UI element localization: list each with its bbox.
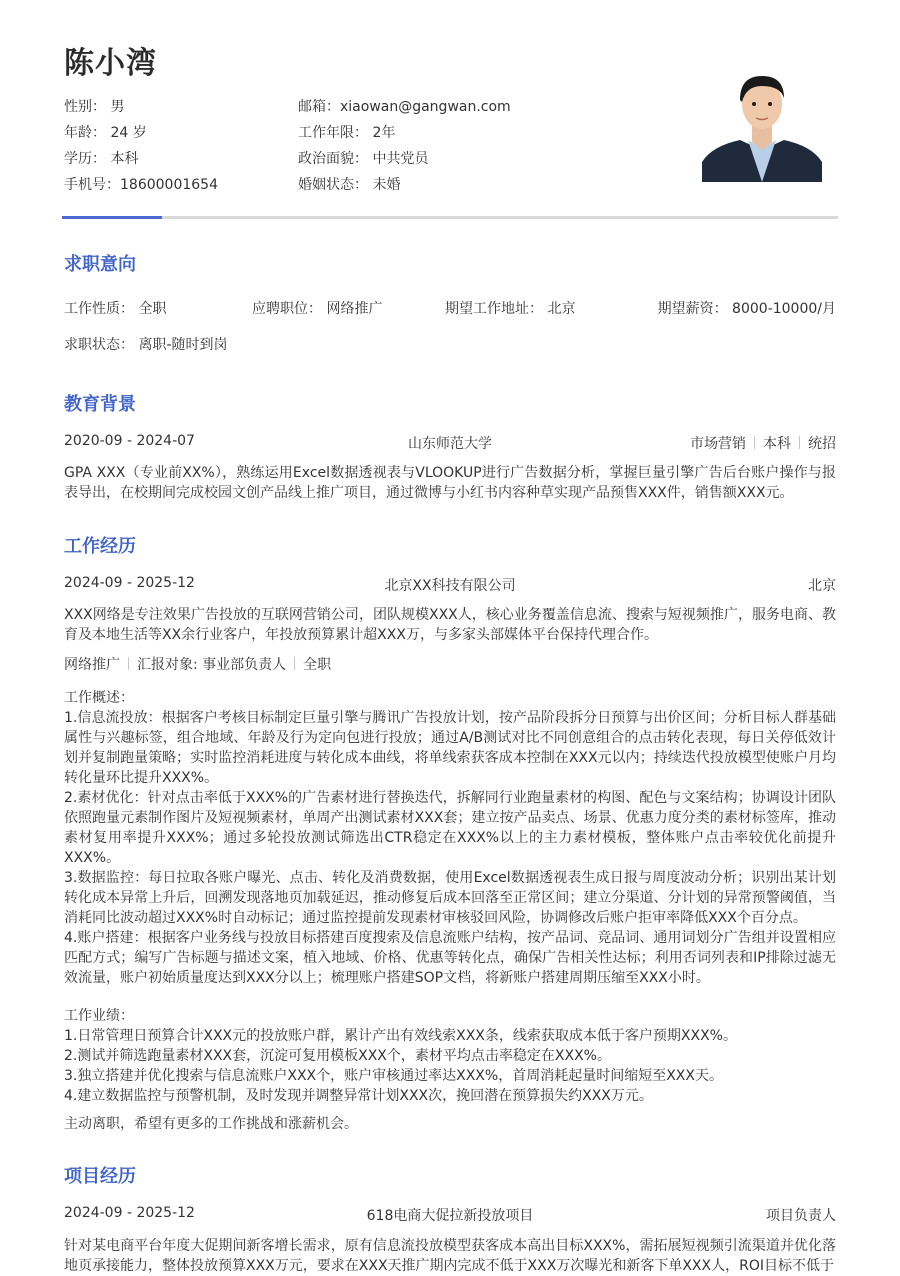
work-company: 北京XX科技有限公司 (384, 578, 516, 594)
overview-item: 2.素材优化：针对点击率低于XXX%的广告素材进行替换迭代，拆解同行业跑量素材的构图、配色与文案结构；协调设计团队依照跑量元素制作图片及短视频素材，单周产出测试素材XXX套；建立按产品卖点、场景、优惠力度分类的素材标签库，推动素材复用率提升XXX%；通过多轮投放测试筛选出CTR稳定在XXX%以上的主力素材模板，整体账户点击率较优化前提升XXX%。 (64, 790, 836, 866)
portrait-photo (702, 50, 822, 182)
work-tag-report: 汇报对象: 事业部负责人 (137, 657, 287, 673)
result-item: 2.测试并筛选跑量素材XXX套，沉淀可复用模板XXX个，素材平均点击率稳定在XXX%。 (64, 1048, 611, 1064)
result-item: 1.日常管理日预算合计XXX元的投放账户群，累计产出有效线索XXX条，线索获取成本低于客户预期XXX%。 (64, 1028, 737, 1044)
project-period: 2024-09 - 2025-12 (64, 1205, 195, 1221)
project-description: 针对某电商平台年度大促期间新客增长需求，原有信息流投放模型获客成本高出目标XXX%，需拓展短视频引流渠道并优化落地页承接能力，整体投放预算XXX万元，要求在XXX天推广期内完成不低于XXX万次曝光和新客下单XXX人，ROI目标不低于 (64, 1238, 836, 1274)
work-tag-role: 网络推广 (64, 657, 120, 673)
marital-status: 婚姻状态： 未婚 (298, 177, 401, 193)
email[interactable]: 邮箱：xiaowan@gangwan.com (298, 99, 511, 115)
work-tag-type: 全职 (303, 657, 332, 673)
education-mode: 统招 (808, 436, 836, 452)
result-item: 4.建立数据监控与预警机制，及时发现并调整异常计划XXX次，挽回潜在预算损失约XXX万元。 (64, 1088, 653, 1104)
education-details (690, 433, 836, 453)
work-header (64, 575, 836, 595)
education-degree: 本科 (763, 436, 791, 452)
overview-label: 工作概述： (64, 690, 134, 706)
intent-location: 期望工作地址： 北京 (445, 301, 576, 317)
work-overview (64, 688, 836, 988)
project-name: 618电商大促拉新投放项目 (366, 1208, 534, 1224)
work-city: 北京 (808, 578, 836, 594)
education-header (64, 433, 836, 453)
section-title-intent: 求职意向 (64, 254, 136, 275)
age: 年龄： 24 岁 (64, 125, 147, 141)
work-tags (64, 654, 836, 674)
work-results (64, 1006, 836, 1106)
leave-reason: 主动离职，希望有更多的工作挑战和涨薪机会。 (64, 1116, 358, 1132)
work-years: 工作年限： 2年 (298, 125, 396, 141)
education-school: 山东师范大学 (408, 436, 492, 452)
section-title-education: 教育背景 (64, 394, 136, 415)
education-period: 2020-09 - 2024-07 (64, 433, 195, 449)
company-description: XXX网络是专注效果广告投放的互联网营销公司，团队规模XXX人，核心业务覆盖信息流、搜索与短视频推广，服务电商、教育及本地生活等XX余行业客户，年投放预算累计超XXX万，与多家头部媒体平台保持代理合作。 (64, 607, 836, 643)
name: 陈小湾 (64, 46, 157, 81)
divider-accent (62, 216, 162, 219)
intent-type: 工作性质： 全职 (64, 301, 167, 317)
education-major: 市场营销 (690, 436, 746, 452)
section-title-project: 项目经历 (64, 1166, 136, 1187)
project-role: 项目负责人 (766, 1208, 836, 1224)
education-description: GPA XXX（专业前XX%），熟练运用Excel数据透视表与VLOOKUP进行广告数据分析，掌握巨量引擎广告后台账户操作与报表导出，在校期间完成校园文创产品线上推广项目，通过微博与小红书内容种草实现产品预售XXX件，销售额XXX元。 (64, 465, 836, 501)
overview-item: 3.数据监控：每日拉取各账户曝光、点击、转化及消费数据，使用Excel数据透视表生成日报与周度波动分析；识别出某计划转化成本异常上升后，回溯发现落地页加载延迟，推动修复后成本回落至正常区间；建立分渠道、分计划的异常预警阈值，当消耗同比波动超过XXX%时自动标记；通过监控提前发现素材审核驳回风险，协调修改后账户拒审率降低XXX个百分点。 (64, 870, 836, 926)
political-status: 政治面貌： 中共党员 (298, 151, 429, 167)
header-divider (64, 216, 838, 219)
project-header (64, 1205, 836, 1225)
section-title-work: 工作经历 (64, 536, 136, 557)
work-period: 2024-09 - 2025-12 (64, 575, 195, 591)
result-item: 3.独立搭建并优化搜索与信息流账户XXX个，账户审核通过率达XXX%，首周消耗起量时间缩短至XXX天。 (64, 1068, 723, 1084)
phone[interactable]: 手机号：18600001654 (64, 177, 218, 193)
overview-item: 1.信息流投放：根据客户考核目标制定巨量引擎与腾讯广告投放计划，按产品阶段拆分日预算与出价区间；分析目标人群基础属性与兴趣标签，组合地域、年龄及行为定向包进行投放；通过A/B测试对比不同创意组合的点击转化表现，每日关停低效计划并复制跑量策略；实时监控消耗进度与转化成本曲线，将单线索获客成本控制在XXX元以内；持续迭代投放模型使账户月均转化量环比提升XXX%。 (64, 710, 836, 786)
intent-salary: 期望薪资： 8000-10000/月 (657, 301, 836, 317)
results-label: 工作业绩： (64, 1008, 134, 1024)
intent-position: 应聘职位： 网络推广 (252, 301, 383, 317)
gender: 性别： 男 (64, 99, 125, 115)
intent-status: 求职状态： 离职-随时到岗 (64, 337, 228, 353)
education-level: 学历： 本科 (64, 151, 139, 167)
overview-item: 4.账户搭建：根据客户业务线与投放目标搭建百度搜索及信息流账户结构，按产品词、竞品词、通用词划分广告组并设置相应匹配方式；编写广告标题与描述文案，植入地域、价格、优惠等转化点，确保广告相关性达标；利用否词列表和IP排除过滤无效流量，账户初始质量度达到XXX分以上；梳理账户搭建SOP文档，将新账户搭建周期压缩至XXX小时。 (64, 930, 836, 986)
